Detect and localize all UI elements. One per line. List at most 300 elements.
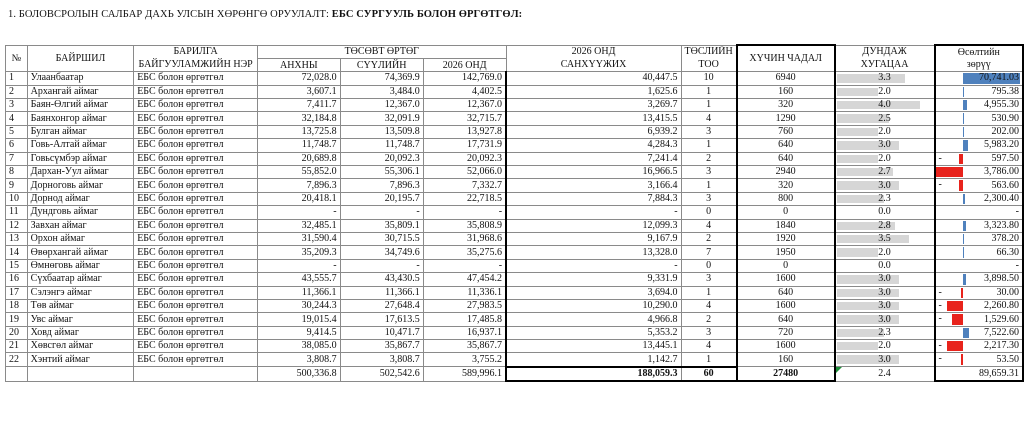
row-diff (935, 273, 1023, 286)
row-initial: 72,028.0 (258, 72, 341, 85)
growth-bar-positive (963, 100, 967, 110)
table-row (6, 232, 1024, 245)
row-latest: 10,471.7 (340, 326, 423, 339)
row-need: 40,447.5 (506, 72, 681, 85)
row-initial: 32,184.8 (258, 112, 341, 125)
total-latest: 502,542.6 (340, 367, 423, 381)
row-initial: - (258, 206, 341, 219)
table-row (6, 259, 1024, 272)
row-count: 2 (681, 232, 737, 245)
row-count: 2 (681, 152, 737, 165)
avg-value: 2.0 (878, 340, 891, 352)
row-diff (935, 246, 1023, 259)
header-initial: АНХНЫ (258, 58, 341, 71)
row-2026: 4,402.5 (423, 85, 506, 98)
page-title (8, 9, 522, 20)
row-diff (935, 99, 1023, 112)
row-initial: 30,244.3 (258, 299, 341, 312)
row-count: 3 (681, 192, 737, 205)
row-need: - (506, 259, 681, 272)
row-2026: 17,731.9 (423, 139, 506, 152)
avg-value: 2.3 (878, 326, 891, 338)
row-initial: 55,852.0 (258, 166, 341, 179)
row-latest: 11,366.1 (340, 286, 423, 299)
avg-bar (837, 74, 906, 82)
row-capacity: 1290 (737, 112, 835, 125)
row-latest: 13,509.8 (340, 125, 423, 138)
row-no: 8 (6, 166, 28, 179)
row-need: 3,694.0 (506, 286, 681, 299)
growth-bar-positive (963, 194, 965, 204)
total-2026: 589,996.1 (423, 367, 506, 381)
growth-bar-positive (963, 234, 964, 244)
table-row (6, 340, 1024, 353)
row-building: ЕБС болон өргөтгөл (134, 192, 258, 205)
table-row (6, 85, 1024, 98)
row-initial: 35,209.3 (258, 246, 341, 259)
growth-bar-negative (947, 301, 964, 311)
row-latest: 32,091.9 (340, 112, 423, 125)
row-latest: 12,367.0 (340, 99, 423, 112)
row-diff (935, 353, 1023, 367)
header-avg: ДУНДАЖ (835, 45, 935, 58)
row-building: ЕБС болон өргөтгөл (134, 219, 258, 232)
avg-bar (837, 155, 879, 163)
row-capacity: 720 (737, 326, 835, 339)
row-avg (835, 179, 935, 192)
growth-bar-positive (963, 274, 966, 284)
row-no: 2 (6, 85, 28, 98)
row-no: 12 (6, 219, 28, 232)
diff-value: 3,786.00 (984, 166, 1019, 178)
table-row (6, 166, 1024, 179)
row-2026: 27,983.5 (423, 299, 506, 312)
total-empty-2 (27, 367, 134, 381)
row-building: ЕБС болон өргөтгөл (134, 125, 258, 138)
row-avg (835, 99, 935, 112)
row-latest: 35,867.7 (340, 340, 423, 353)
row-count: 1 (681, 139, 737, 152)
total-diff: 89,659.31 (935, 367, 1023, 381)
row-avg (835, 353, 935, 367)
row-location: Дорнод аймаг (27, 192, 134, 205)
row-initial: 19,015.4 (258, 313, 341, 326)
growth-bar-negative (952, 314, 963, 324)
row-capacity: 640 (737, 152, 835, 165)
row-diff (935, 340, 1023, 353)
row-count: 3 (681, 273, 737, 286)
row-no: 1 (6, 72, 28, 85)
row-capacity: 1600 (737, 299, 835, 312)
avg-value: 3.0 (878, 353, 891, 365)
title-bold: ЕБС СУРГУУЛЬ БОЛОН ӨРГӨТГӨЛ: (331, 9, 523, 20)
avg-value: 0.0 (878, 206, 891, 218)
table-row (6, 112, 1024, 125)
diff-value: 378.20 (991, 233, 1019, 245)
row-no: 4 (6, 112, 28, 125)
row-2026: 7,332.7 (423, 179, 506, 192)
row-need: - (506, 206, 681, 219)
avg-value: 2.8 (878, 219, 891, 231)
row-count: 4 (681, 299, 737, 312)
row-initial: 3,607.1 (258, 85, 341, 98)
row-need: 1,142.7 (506, 353, 681, 367)
row-count: 4 (681, 340, 737, 353)
header-location: БАЙРШИЛ (27, 45, 134, 72)
row-capacity: 2940 (737, 166, 835, 179)
growth-bar-negative (961, 354, 963, 365)
row-initial: 11,748.7 (258, 139, 341, 152)
avg-value: 3.5 (878, 233, 891, 245)
row-building: ЕБС болон өргөтгөл (134, 152, 258, 165)
row-2026: - (423, 259, 506, 272)
table-row (6, 192, 1024, 205)
row-latest: 35,809.1 (340, 219, 423, 232)
row-location: Баянхонгор аймаг (27, 112, 134, 125)
row-avg (835, 112, 935, 125)
row-no: 15 (6, 259, 28, 272)
header-diff-2: зөрүү (935, 58, 1023, 71)
diff-value: 2,217.30 (984, 340, 1019, 352)
avg-value: 2.5 (878, 112, 891, 124)
row-capacity: 0 (737, 206, 835, 219)
row-building: ЕБС болон өргөтгөл (134, 259, 258, 272)
row-diff (935, 206, 1023, 219)
row-capacity: 160 (737, 85, 835, 98)
row-location: Улаанбаатар (27, 72, 134, 85)
negative-dash: - (938, 299, 942, 311)
row-no: 13 (6, 232, 28, 245)
row-2026: 31,968.6 (423, 232, 506, 245)
row-2026: 11,336.1 (423, 286, 506, 299)
avg-value: 3.0 (878, 179, 891, 191)
row-count: 4 (681, 112, 737, 125)
row-capacity: 640 (737, 286, 835, 299)
avg-value: 3.3 (878, 72, 891, 84)
row-capacity: 1600 (737, 273, 835, 286)
row-avg (835, 125, 935, 138)
green-corner-marker (836, 367, 842, 373)
row-building: ЕБС болон өргөтгөл (134, 139, 258, 152)
row-building: ЕБС болон өргөтгөл (134, 179, 258, 192)
row-need: 4,284.3 (506, 139, 681, 152)
row-no: 21 (6, 340, 28, 353)
total-empty-1 (6, 367, 28, 381)
row-latest: 43,430.5 (340, 273, 423, 286)
row-no: 19 (6, 313, 28, 326)
row-diff (935, 232, 1023, 245)
row-2026: 35,275.6 (423, 246, 506, 259)
diff-value: 597.50 (991, 152, 1019, 164)
diff-value: 30.00 (996, 286, 1019, 298)
table-row (6, 206, 1024, 219)
header-budget: ТӨСӨВТ ӨРТӨГ (258, 45, 507, 58)
negative-dash: - (938, 286, 942, 298)
growth-bar-negative (961, 288, 963, 298)
row-initial: 20,418.1 (258, 192, 341, 205)
header-count-2: ТОО (681, 58, 737, 71)
header-need: 2026 ОНД (506, 45, 681, 58)
growth-bar-positive (963, 87, 964, 97)
row-latest: 20,092.3 (340, 152, 423, 165)
table-row (6, 273, 1024, 286)
header-avg-2: ХУГАЦАА (835, 58, 935, 71)
row-2026: 22,718.5 (423, 192, 506, 205)
row-location: Баян-Өлгий аймаг (27, 99, 134, 112)
row-2026: 20,092.3 (423, 152, 506, 165)
row-count: 3 (681, 166, 737, 179)
row-avg (835, 139, 935, 152)
row-need: 16,966.5 (506, 166, 681, 179)
row-no: 5 (6, 125, 28, 138)
avg-value: 2.0 (878, 126, 891, 138)
row-count: 10 (681, 72, 737, 85)
row-capacity: 160 (737, 353, 835, 367)
row-need: 4,966.8 (506, 313, 681, 326)
row-avg (835, 340, 935, 353)
header-2026: 2026 ОНД (423, 58, 506, 71)
row-location: Говьсүмбэр аймаг (27, 152, 134, 165)
table-row (6, 326, 1024, 339)
row-need: 7,884.3 (506, 192, 681, 205)
title-prefix: 1. БОЛОВСРОЛЫН САЛБАР ДАХЬ УЛСЫН ХӨРӨНГӨ ОРУУЛАЛТ: (8, 9, 330, 20)
header-need-2: САНХҮҮЖИХ (506, 58, 681, 71)
row-capacity: 640 (737, 139, 835, 152)
row-no: 17 (6, 286, 28, 299)
growth-bar-positive (963, 328, 969, 338)
row-diff (935, 259, 1023, 272)
table-row (6, 139, 1024, 152)
diff-value: 795.38 (991, 85, 1019, 97)
diff-value: 3,898.50 (984, 273, 1019, 285)
row-2026: 52,066.0 (423, 166, 506, 179)
row-location: Хөвсгөл аймаг (27, 340, 134, 353)
diff-value: 7,522.60 (984, 326, 1019, 338)
growth-bar-negative (936, 167, 964, 177)
row-latest: 30,715.5 (340, 232, 423, 245)
negative-dash: - (938, 353, 942, 365)
row-no: 14 (6, 246, 28, 259)
row-location: Төв аймаг (27, 299, 134, 312)
header-count: ТӨСЛИЙН (681, 45, 737, 58)
row-location: Хэнтий аймаг (27, 353, 134, 367)
row-avg (835, 219, 935, 232)
row-capacity: 800 (737, 192, 835, 205)
row-latest: 7,896.3 (340, 179, 423, 192)
diff-value: 3,323.80 (984, 219, 1019, 231)
growth-bar-negative (947, 341, 963, 351)
table-row (6, 72, 1024, 85)
diff-value: 53.50 (996, 353, 1019, 365)
row-need: 9,331.9 (506, 273, 681, 286)
row-need: 3,269.7 (506, 99, 681, 112)
row-latest: 11,748.7 (340, 139, 423, 152)
table-row (6, 353, 1024, 367)
row-diff (935, 326, 1023, 339)
row-2026: 32,715.7 (423, 112, 506, 125)
row-need: 5,353.2 (506, 326, 681, 339)
row-no: 10 (6, 192, 28, 205)
row-initial: 31,590.4 (258, 232, 341, 245)
diff-value: 2,300.40 (984, 192, 1019, 204)
row-avg (835, 326, 935, 339)
row-location: Сэлэнгэ аймаг (27, 286, 134, 299)
row-avg (835, 232, 935, 245)
total-need: 188,059.3 (506, 367, 681, 381)
row-building: ЕБС болон өргөтгөл (134, 326, 258, 339)
row-avg (835, 286, 935, 299)
row-2026: 47,454.2 (423, 273, 506, 286)
growth-bar-negative (959, 154, 963, 164)
row-count: 0 (681, 259, 737, 272)
row-no: 18 (6, 299, 28, 312)
row-2026: 35,808.9 (423, 219, 506, 232)
row-diff (935, 192, 1023, 205)
row-need: 13,415.5 (506, 112, 681, 125)
row-diff (935, 152, 1023, 165)
row-count: 1 (681, 286, 737, 299)
row-capacity: 320 (737, 179, 835, 192)
row-avg (835, 299, 935, 312)
row-initial: - (258, 259, 341, 272)
header-capacity: ХҮЧИН ЧАДАЛ (737, 45, 835, 72)
row-no: 7 (6, 152, 28, 165)
row-need: 6,939.2 (506, 125, 681, 138)
row-building: ЕБС болон өргөтгөл (134, 313, 258, 326)
row-capacity: 1840 (737, 219, 835, 232)
row-location: Ховд аймаг (27, 326, 134, 339)
diff-value: 2,260.80 (984, 300, 1019, 312)
row-diff (935, 112, 1023, 125)
row-diff (935, 219, 1023, 232)
row-count: 4 (681, 219, 737, 232)
row-location: Дорноговь аймаг (27, 179, 134, 192)
row-2026: 3,755.2 (423, 353, 506, 367)
table-row (6, 125, 1024, 138)
table-row (6, 179, 1024, 192)
header-row-1 (6, 45, 1024, 58)
row-need: 13,445.1 (506, 340, 681, 353)
row-capacity: 6940 (737, 72, 835, 85)
total-empty-3 (134, 367, 258, 381)
row-need: 3,166.4 (506, 179, 681, 192)
row-capacity: 640 (737, 313, 835, 326)
avg-value: 3.0 (878, 286, 891, 298)
row-building: ЕБС болон өргөтгөл (134, 72, 258, 85)
row-capacity: 0 (737, 259, 835, 272)
row-location: Говь-Алтай аймаг (27, 139, 134, 152)
table-row (6, 286, 1024, 299)
avg-value: 3.0 (878, 313, 891, 325)
row-no: 9 (6, 179, 28, 192)
diff-value: 202.00 (991, 126, 1019, 138)
investment-table (5, 44, 1024, 382)
total-initial: 500,336.8 (258, 367, 341, 381)
row-building: ЕБС болон өргөтгөл (134, 273, 258, 286)
row-latest: 3,808.7 (340, 353, 423, 367)
table-row (6, 152, 1024, 165)
row-latest: 3,484.0 (340, 85, 423, 98)
header-building: БАРИЛГА (134, 45, 258, 58)
row-location: Сүхбаатар аймаг (27, 273, 134, 286)
diff-value: 4,955.30 (984, 99, 1019, 111)
row-diff (935, 85, 1023, 98)
row-latest: 20,195.7 (340, 192, 423, 205)
negative-dash: - (938, 340, 942, 352)
header-latest: СҮҮЛИЙН (340, 58, 423, 71)
table-row (6, 219, 1024, 232)
row-building: ЕБС болон өргөтгөл (134, 299, 258, 312)
row-latest: 17,613.5 (340, 313, 423, 326)
growth-bar-positive (963, 221, 966, 231)
row-building: ЕБС болон өргөтгөл (134, 286, 258, 299)
header-building-2: БАЙГУУЛАМЖИЙН НЭР (134, 58, 258, 71)
row-location: Өмнөговь аймаг (27, 259, 134, 272)
row-avg (835, 313, 935, 326)
totals-row (6, 367, 1024, 381)
avg-value: 2.0 (878, 246, 891, 258)
row-need: 10,290.0 (506, 299, 681, 312)
row-avg (835, 85, 935, 98)
diff-value: 70,741.03 (979, 72, 1019, 84)
negative-dash: - (938, 179, 942, 191)
row-latest: - (340, 259, 423, 272)
diff-value: 563.60 (991, 179, 1019, 191)
row-no: 11 (6, 206, 28, 219)
row-location: Архангай аймаг (27, 85, 134, 98)
row-initial: 7,411.7 (258, 99, 341, 112)
row-need: 1,625.6 (506, 85, 681, 98)
row-diff (935, 139, 1023, 152)
header-row-2 (6, 58, 1024, 71)
row-diff (935, 313, 1023, 326)
avg-bar (837, 342, 879, 350)
row-initial: 32,485.1 (258, 219, 341, 232)
row-count: 1 (681, 85, 737, 98)
row-capacity: 320 (737, 99, 835, 112)
row-diff (935, 286, 1023, 299)
row-2026: 12,367.0 (423, 99, 506, 112)
row-2026: 17,485.8 (423, 313, 506, 326)
row-2026: 142,769.0 (423, 72, 506, 85)
growth-bar-positive (963, 127, 964, 137)
diff-value: 1,529.60 (984, 313, 1019, 325)
row-avg (835, 259, 935, 272)
avg-value: 2.7 (878, 166, 891, 178)
row-2026: 16,937.1 (423, 326, 506, 339)
table-row (6, 99, 1024, 112)
row-2026: 13,927.8 (423, 125, 506, 138)
row-initial: 11,366.1 (258, 286, 341, 299)
row-initial: 3,808.7 (258, 353, 341, 367)
total-capacity: 27480 (737, 367, 835, 381)
row-no: 20 (6, 326, 28, 339)
row-count: 1 (681, 179, 737, 192)
row-2026: 35,867.7 (423, 340, 506, 353)
avg-value: 2.0 (878, 152, 891, 164)
negative-dash: - (938, 313, 942, 325)
row-diff (935, 299, 1023, 312)
diff-value: - (1015, 206, 1019, 218)
row-initial: 43,555.7 (258, 273, 341, 286)
row-avg (835, 72, 935, 85)
row-count: 3 (681, 125, 737, 138)
row-capacity: 1920 (737, 232, 835, 245)
row-avg (835, 166, 935, 179)
row-initial: 13,725.8 (258, 125, 341, 138)
row-building: ЕБС болон өргөтгөл (134, 85, 258, 98)
negative-dash: - (938, 152, 942, 164)
